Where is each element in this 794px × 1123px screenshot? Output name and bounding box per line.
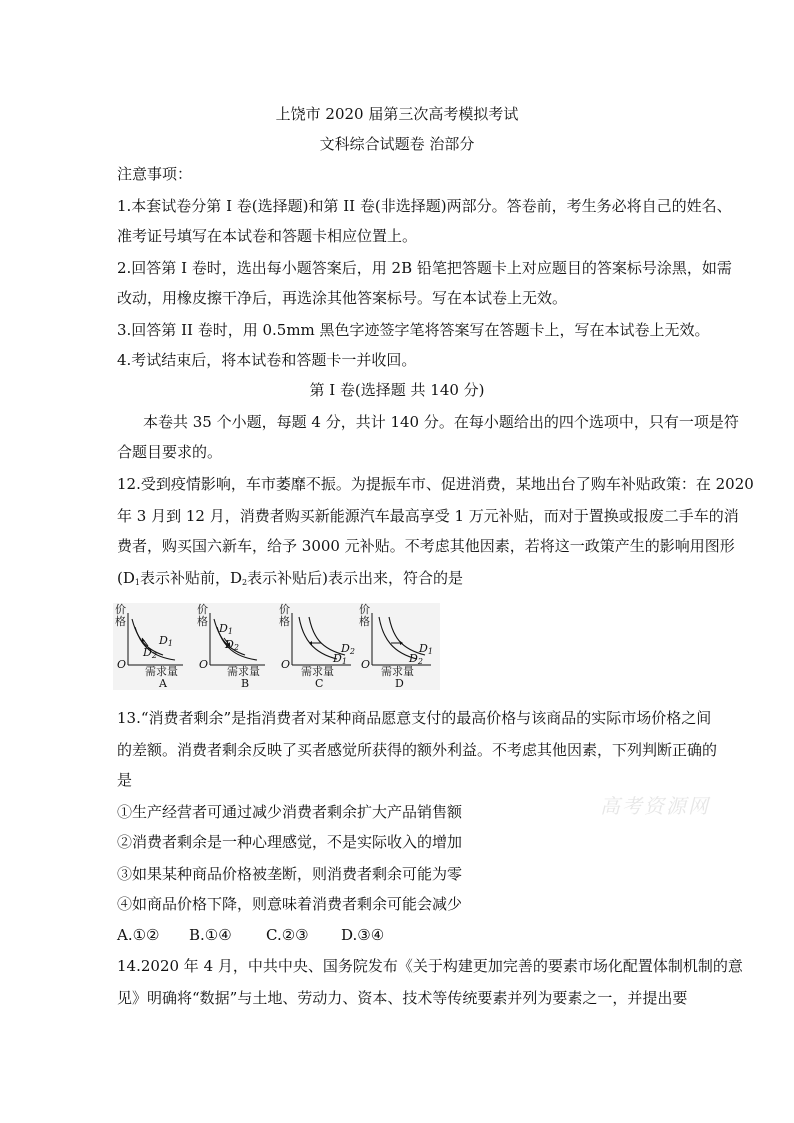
- y-label-c-1: 价: [279, 603, 290, 616]
- q13-statement-1: ①生产经营者可通过减少消费者剩余扩大产品销售额: [117, 803, 463, 821]
- q14-line-1: 14.2020 年 4 月，中共中央、国务院发布《关于构建更加完善的要素市场化配置体制机制的意: [117, 957, 743, 975]
- q12-line-3: 费者，购买国六新车，给予 3000 元补贴。不考虑其他因素，若将这一政策产生的影响用图形: [117, 537, 735, 555]
- q14-line-2: 见》明确将“数据”与土地、劳动力、资本、技术等传统要素并列为要素之一，并提出要: [117, 989, 688, 1007]
- q13-statement-4: ④如商品价格下降，则意味着消费者剩余可能会减少: [117, 895, 463, 913]
- exam-title: 上饶市 2020 届第三次高考模拟考试: [275, 105, 519, 123]
- section-intro-line-2: 合题目要求的。: [117, 443, 223, 461]
- y-label-b-2: 格: [197, 615, 208, 628]
- q12-line-2: 年 3 月到 12 月，消费者购买新能源汽车最高享受 1 万元补贴，而对于置换或报废二手车的消: [117, 507, 739, 525]
- panel-letter-c: C: [315, 677, 324, 690]
- q13-line-2: 的差额。消费者剩余反映了买者感觉所获得的额外利益。不考虑其他因素，下列判断正确的: [117, 741, 718, 759]
- q12-line-4: ($D_1$表示补贴前，$D_2$表示补贴后)表示出来，符合的是: [117, 569, 463, 587]
- notes-heading: 注意事项：: [117, 165, 193, 183]
- panel-letter-b: B: [241, 677, 250, 690]
- y-label-d-2: 格: [359, 615, 370, 628]
- x-label-c: 需求量: [301, 665, 334, 678]
- figure-panel-b: [197, 603, 277, 690]
- notes-line-3: 2.回答第 I 卷时，选出每小题答案后，用 2B 铅笔把答题卡上对应题目的答案标号涂黑，如需: [117, 259, 732, 277]
- y-label-a-1: 价: [115, 603, 126, 616]
- q13-option-b: B.①④: [189, 926, 232, 944]
- curve-label-d-lower: $D_2$: [409, 652, 423, 666]
- section-intro-line-1: 本卷共 35 个小题，每题 4 分，共计 140 分。在每小题给出的四个选项中，只有一项是符: [143, 413, 739, 431]
- q13-line-3: 是: [117, 771, 133, 789]
- x-label-b: 需求量: [227, 665, 260, 678]
- panel-letter-a: A: [159, 677, 167, 690]
- y-label-c-2: 格: [279, 615, 290, 628]
- q13-option-d: D.③④: [341, 926, 385, 944]
- notes-line-6: 4.考试结束后，将本试卷和答题卡一并收回。: [117, 351, 417, 369]
- figure-panel-d: [359, 603, 439, 690]
- curve-label-a-upper: $D_2$: [143, 646, 157, 660]
- curve-label-d-upper: $D_1$: [419, 642, 433, 656]
- q13-option-a: A.①②: [117, 926, 160, 944]
- curve-label-c-upper: $D_2$: [341, 642, 355, 656]
- origin-a: O: [117, 658, 127, 671]
- section-title: 第 I 卷(选择题 共 140 分): [309, 381, 485, 399]
- origin-b: O: [199, 658, 209, 671]
- panel-letter-d: D: [395, 677, 404, 690]
- curve-label-a-lower: $D_1$: [159, 634, 173, 648]
- x-label-d: 需求量: [381, 665, 414, 678]
- q12-figure: [113, 603, 440, 690]
- q13-options: [117, 925, 417, 945]
- notes-line-2: 准考证号填写在本试卷和答题卡相应位置上。: [117, 227, 418, 245]
- curve-label-c-lower: $D_1$: [333, 652, 347, 666]
- notes-line-5: 3.回答第 II 卷时，用 0.5mm 黑色字迹签字笔将答案写在答题卡上，写在本试卷上无效。: [117, 321, 710, 339]
- y-label-a-2: 格: [115, 615, 126, 628]
- origin-d: O: [361, 658, 371, 671]
- q12-line-1: 12.受到疫情影响，车市萎靡不振。为提振车市、促进消费，某地出台了购车补贴政策：在 2020: [117, 475, 754, 493]
- q13-line-1: 13.“消费者剩余”是指消费者对某种商品愿意支付的最高价格与该商品的实际市场价格之间: [117, 709, 712, 727]
- notes-line-1: 1.本套试卷分第 I 卷(选择题)和第 II 卷(非选择题)两部分。答卷前，考生务必将自己的姓名、: [117, 197, 732, 215]
- x-label-a: 需求量: [145, 665, 178, 678]
- origin-c: O: [281, 658, 291, 671]
- figure-panel-c: [279, 603, 359, 690]
- q13-option-c: C.②③: [266, 926, 309, 944]
- notes-line-4: 改动，用橡皮擦干净后，再选涂其他答案标号。写在本试卷上无效。: [117, 289, 568, 307]
- q13-statement-3: ③如果某种商品价格被垄断，则消费者剩余可能为零: [117, 865, 463, 883]
- curve-label-b-upper: $D_1$: [219, 622, 233, 636]
- y-label-b-1: 价: [197, 603, 208, 616]
- curve-label-b-lower: $D_2$: [225, 638, 239, 652]
- exam-subtitle: 文科综合试题卷 治部分: [319, 135, 475, 153]
- watermark: 高考资源网: [600, 794, 710, 818]
- figure-panel-a: [115, 603, 195, 690]
- q13-statement-2: ②消费者剩余是一种心理感觉，不是实际收入的增加: [117, 833, 463, 851]
- y-label-d-1: 价: [359, 603, 370, 616]
